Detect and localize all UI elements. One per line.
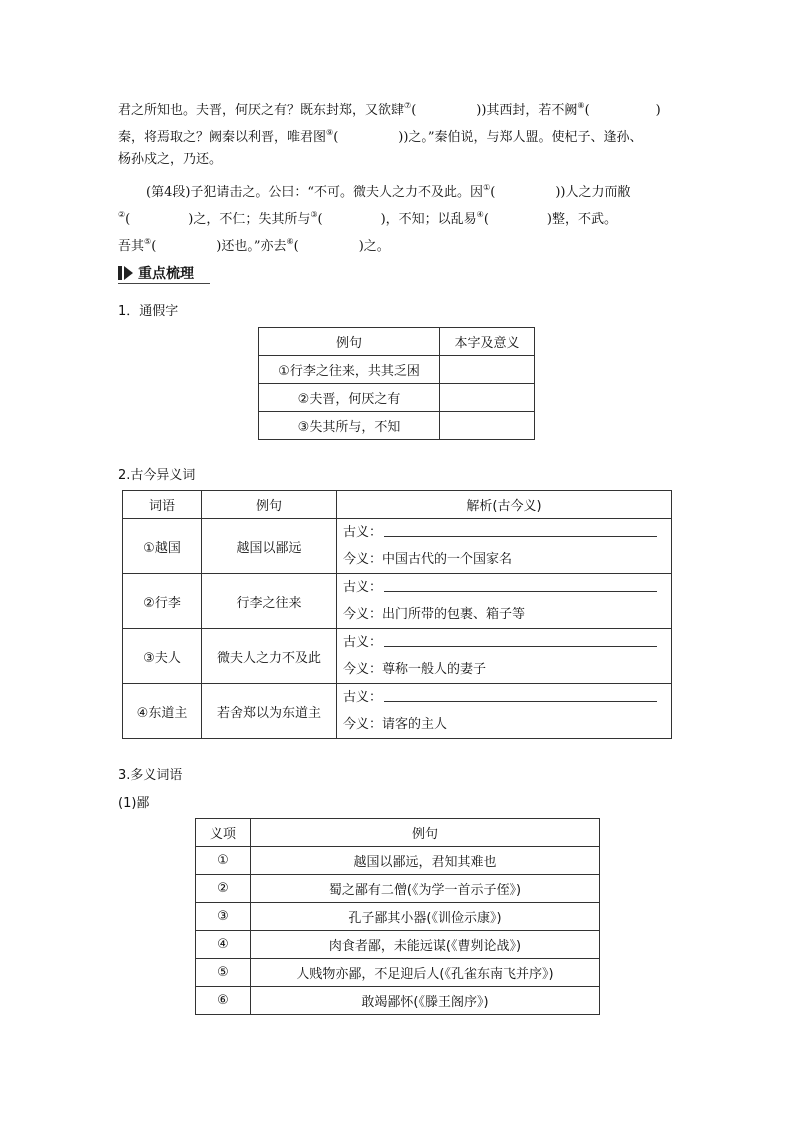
jin-meaning: 出门所带的包裹、箱子等 xyxy=(382,607,526,622)
example-cell: 人贱物亦鄙，不足迎后人(《孔雀东南飞并序》) xyxy=(251,959,600,987)
passage-text: (第4段)子犯请击之。公曰：“不可。微夫人之力不及此。因 xyxy=(146,185,484,200)
gu-answer-line[interactable] xyxy=(384,522,657,537)
play-arrow-icon xyxy=(118,266,134,280)
passage-line-3: 杨孙戍之，乃还。 xyxy=(118,152,223,167)
passage-text: )整，不武。 xyxy=(546,212,617,227)
jin-label: 今义： xyxy=(343,607,383,622)
jin-label: 今义： xyxy=(343,552,383,567)
example-cell: 越国以鄙远 xyxy=(202,519,337,574)
gu-answer-line[interactable] xyxy=(384,577,657,592)
section-header xyxy=(118,263,194,283)
table-row xyxy=(123,519,672,574)
gu-label: 古义： xyxy=(343,525,383,540)
section-underline xyxy=(118,283,210,284)
note-marker: ⑧ xyxy=(577,101,585,110)
table-row xyxy=(123,629,672,684)
sense-number: ⑤ xyxy=(196,959,251,987)
passage-text: )人之力而敝 xyxy=(560,185,631,200)
example-cell: ②夫晋，何厌之有 xyxy=(259,384,440,412)
sense-number: ④ xyxy=(196,931,251,959)
word-cell: ②行李 xyxy=(123,574,202,629)
duoyi-subheading: (1)鄙 xyxy=(118,796,150,811)
meaning-cell xyxy=(337,629,672,684)
duoyi-table xyxy=(195,818,600,1015)
table-row xyxy=(123,684,672,739)
passage-line-5: ②( )之，不仁；失其所与③( )，不知；以乱易④( )整，不武。 xyxy=(118,210,617,227)
gu-label: 古义： xyxy=(343,635,383,650)
table-header-row xyxy=(259,328,535,356)
table-row xyxy=(259,384,535,412)
word-cell: ①越国 xyxy=(123,519,202,574)
tongjiazi-heading: 1．通假字 xyxy=(118,304,179,319)
note-marker: ① xyxy=(483,183,491,192)
table-header-row xyxy=(123,491,672,519)
sense-number: ① xyxy=(196,847,251,875)
answer-cell[interactable] xyxy=(440,356,535,384)
table-row xyxy=(196,875,600,903)
passage-line-1: 君之所知也。夫晋，何厌之有？既东封郑，又欲肆⑦( ))其西封，若不阙⑧( ) xyxy=(118,101,661,118)
note-marker: ② xyxy=(118,210,126,219)
note-marker: ⑨ xyxy=(326,128,334,137)
passage-text: )还也。”亦去 xyxy=(216,239,287,254)
meaning-cell xyxy=(337,574,672,629)
example-cell: 若舍郑以为东道主 xyxy=(202,684,337,739)
table-row xyxy=(123,574,672,629)
gujin-table xyxy=(122,490,672,739)
word-cell: ③夫人 xyxy=(123,629,202,684)
jin-label: 今义： xyxy=(343,717,383,732)
passage-text: 君之所知也。夫晋，何厌之有？既东封郑，又欲肆 xyxy=(118,103,405,118)
example-cell: 微夫人之力不及此 xyxy=(202,629,337,684)
sense-number: ③ xyxy=(196,903,251,931)
gu-label: 古义： xyxy=(343,690,383,705)
jin-meaning: 尊称一般人的妻子 xyxy=(382,662,487,677)
answer-cell[interactable] xyxy=(440,412,535,440)
example-cell: ③失其所与，不知 xyxy=(259,412,440,440)
example-cell: ①行李之往来，共其乏困 xyxy=(259,356,440,384)
answer-cell[interactable] xyxy=(440,384,535,412)
table-row xyxy=(259,356,535,384)
passage-text: )，不知；以乱易 xyxy=(380,212,477,227)
example-cell: 行李之往来 xyxy=(202,574,337,629)
sense-number: ② xyxy=(196,875,251,903)
column-header: 解析(古今义) xyxy=(337,491,672,519)
meaning-cell xyxy=(337,684,672,739)
column-header: 例句 xyxy=(259,328,440,356)
table-header-row xyxy=(196,819,600,847)
word-cell: ④东道主 xyxy=(123,684,202,739)
jin-meaning: 请客的主人 xyxy=(382,717,448,732)
passage-text: )之，不仁；失其所与 xyxy=(188,212,311,227)
gu-label: 古义： xyxy=(343,580,383,595)
note-marker: ③ xyxy=(310,210,318,219)
example-cell: 肉食者鄙，未能远谋(《曹刿论战》) xyxy=(251,931,600,959)
jin-meaning: 中国古代的一个国家名 xyxy=(382,552,513,567)
gu-answer-line[interactable] xyxy=(384,632,657,647)
passage-text: 吾其 xyxy=(118,239,145,254)
note-marker: ④ xyxy=(476,210,484,219)
gu-answer-line[interactable] xyxy=(384,687,657,702)
passage-text: )之。 xyxy=(358,239,390,254)
column-header: 例句 xyxy=(202,491,337,519)
table-row xyxy=(196,987,600,1015)
passage-line-4: (第4段)子犯请击之。公曰：“不可。微夫人之力不及此。因①( ))人之力而敝 xyxy=(146,183,631,200)
note-marker: ⑤ xyxy=(144,237,152,246)
jin-label: 今义： xyxy=(343,662,383,677)
example-cell: 越国以鄙远，君知其难也 xyxy=(251,847,600,875)
passage-text: )之。”秦伯说，与郑人盟。使杞子、逢孙、 xyxy=(403,130,643,145)
table-row xyxy=(196,931,600,959)
example-cell: 孔子鄙其小器(《训俭示康》) xyxy=(251,903,600,931)
passage-text: )其西封，若不阙 xyxy=(481,103,578,118)
meaning-cell xyxy=(337,519,672,574)
passage-line-6: 吾其⑤( )还也。”亦去⑥( )之。 xyxy=(118,237,390,254)
sense-number: ⑥ xyxy=(196,987,251,1015)
passage-line-2: 秦，将焉取之？阙秦以利晋，唯君图⑨( ))之。”秦伯说，与郑人盟。使杞子、逢孙、 xyxy=(118,128,643,145)
column-header: 本字及意义 xyxy=(440,328,535,356)
tongjiazi-table xyxy=(258,327,535,440)
column-header: 词语 xyxy=(123,491,202,519)
gujin-heading: 2.古今异义词 xyxy=(118,468,196,483)
column-header: 义项 xyxy=(196,819,251,847)
duoyi-heading: 3.多义词语 xyxy=(118,768,183,783)
table-row xyxy=(196,903,600,931)
note-marker: ⑦ xyxy=(404,101,412,110)
note-marker: ⑥ xyxy=(286,237,294,246)
column-header: 例句 xyxy=(251,819,600,847)
table-row xyxy=(196,847,600,875)
section-title: 重点梳理 xyxy=(138,266,194,282)
table-row xyxy=(259,412,535,440)
passage-text: 秦，将焉取之？阙秦以利晋，唯君图 xyxy=(118,130,327,145)
example-cell: 敢竭鄙怀(《滕王阁序》) xyxy=(251,987,600,1015)
table-row xyxy=(196,959,600,987)
example-cell: 蜀之鄙有二僧(《为学一首示子侄》) xyxy=(251,875,600,903)
